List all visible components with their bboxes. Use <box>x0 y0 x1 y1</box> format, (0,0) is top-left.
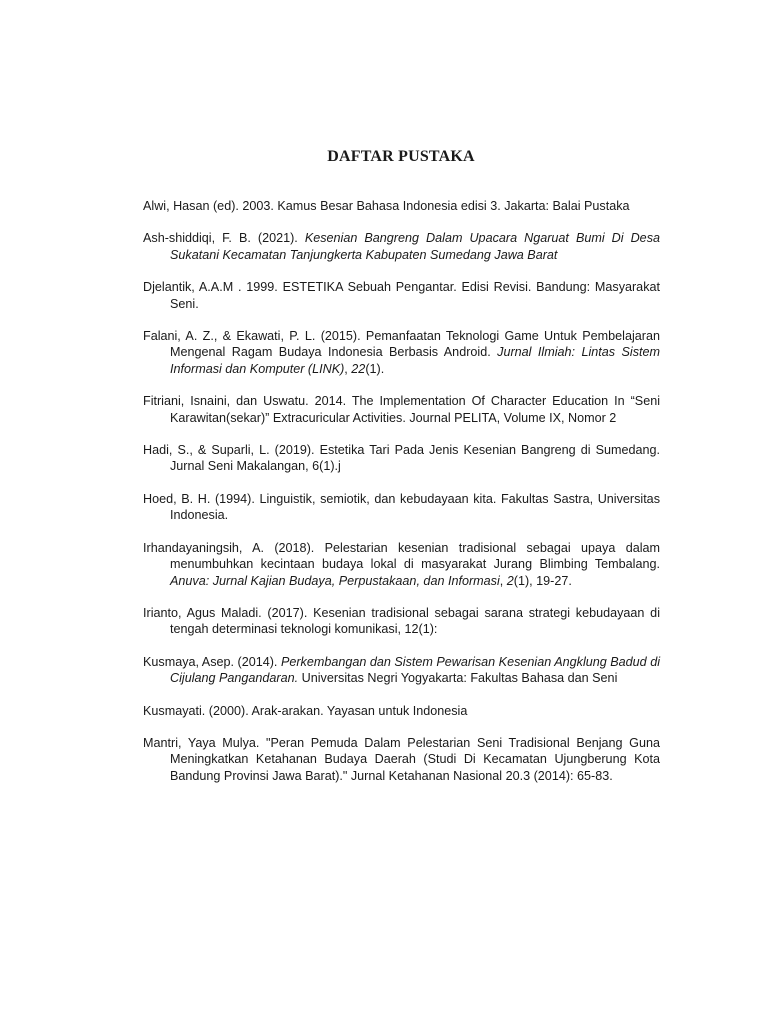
reference-entry <box>143 605 660 638</box>
reference-title-italic: 22 <box>351 361 366 376</box>
reference-text: (1). <box>365 361 385 376</box>
reference-title-italic: 2 <box>506 573 514 588</box>
reference-entry <box>143 198 660 214</box>
reference-entry <box>143 279 660 312</box>
reference-text: Irhandayaningsih, A. (2018). Pelestarian kesenian tradisional sebagai upaya dalam menumbuhkan kecintaan budaya lokal di masyarakat Jurang Blimbing Tembalang. <box>143 540 660 572</box>
reference-text: Kusmayati. (2000). Arak-arakan. Yayasan untuk Indonesia <box>143 703 468 718</box>
reference-text: Hoed, B. H. (1994). Linguistik, semiotik, dan kebudayaan kita. Fakultas Sastra, Universitas Indonesia. <box>143 491 660 523</box>
reference-title-italic: Kesenian Bangreng Dalam Upacara Ngaruat Bumi Di Desa Sukatani Kecamatan Tanjungkerta Kabupaten Sumedang Jawa Barat <box>170 231 660 262</box>
reference-entry <box>143 230 660 263</box>
reference-text: Falani, A. Z., & Ekawati, P. L. (2015). Pemanfaatan Teknologi Game Untuk Pembelajaran Mengenal Ragam Budaya Indonesia Berbasis Android. <box>143 329 660 360</box>
reference-text: Irianto, Agus Maladi. (2017). Kesenian tradisional sebagai sarana strategi kebudayaan di tengah determinasi teknologi komunikasi, 12(1): <box>143 605 660 637</box>
reference-text: Hadi, S., & Suparli, L. (2019). Estetika Tari Pada Jenis Kesenian Bangreng di Sumedang. Jurnal Seni Makalangan, 6(1).j <box>143 443 660 474</box>
reference-text: Kusmaya, Asep. (2014). <box>143 654 281 669</box>
reference-title-italic: Perkembangan dan Sistem Pewarisan Kesenian Angklung Badud di Cijulang Pangandaran. <box>170 654 660 686</box>
reference-entry <box>143 442 660 475</box>
reference-title-italic: Jurnal Ilmiah: Lintas Sistem Informasi dan Komputer (LINK) <box>170 345 660 376</box>
reference-text: Djelantik, A.A.M . 1999. ESTETIKA Sebuah Pengantar. Edisi Revisi. Bandung: Masyarakat Seni. <box>143 280 660 311</box>
reference-text: Fitriani, Isnaini, dan Uswatu. 2014. The Implementation Of Character Education In “Seni Karawitan(sekar)” Extracuricular Activities. Journal PELITA, Volume IX, Nomor 2 <box>143 394 660 425</box>
reference-text: , <box>499 573 507 588</box>
page-title: DAFTAR PUSTAKA <box>327 148 475 165</box>
reference-entry <box>143 703 660 719</box>
reference-text: Mantri, Yaya Mulya. "Peran Pemuda Dalam Pelestarian Seni Tradisional Benjang Guna Meningkatkan Ketahanan Budaya Daerah (Studi Di Kecamatan Ujungberung Kota Bandung Provinsi Jawa Barat)." Jurnal Ketahanan Nasional 20.3 (2014): 65-83. <box>143 735 660 783</box>
reference-entry <box>143 393 660 426</box>
reference-title-italic: Anuva: Jurnal Kajian Budaya, Perpustakaan, dan Informasi <box>170 573 500 588</box>
reference-list <box>143 198 660 800</box>
reference-entry <box>143 328 660 377</box>
reference-text: (1), 19-27. <box>513 573 572 588</box>
reference-text: Alwi, Hasan (ed). 2003. Kamus Besar Bahasa Indonesia edisi 3. Jakarta: Balai Pustaka <box>143 199 630 213</box>
reference-entry <box>143 540 660 589</box>
reference-entry <box>143 491 660 524</box>
reference-entry <box>143 735 660 784</box>
reference-text: Ash-shiddiqi, F. B. (2021). <box>143 231 305 246</box>
reference-text: , <box>344 361 352 376</box>
reference-text: Universitas Negri Yogyakarta: Fakultas Bahasa dan Seni <box>298 671 618 686</box>
reference-entry <box>143 654 660 687</box>
